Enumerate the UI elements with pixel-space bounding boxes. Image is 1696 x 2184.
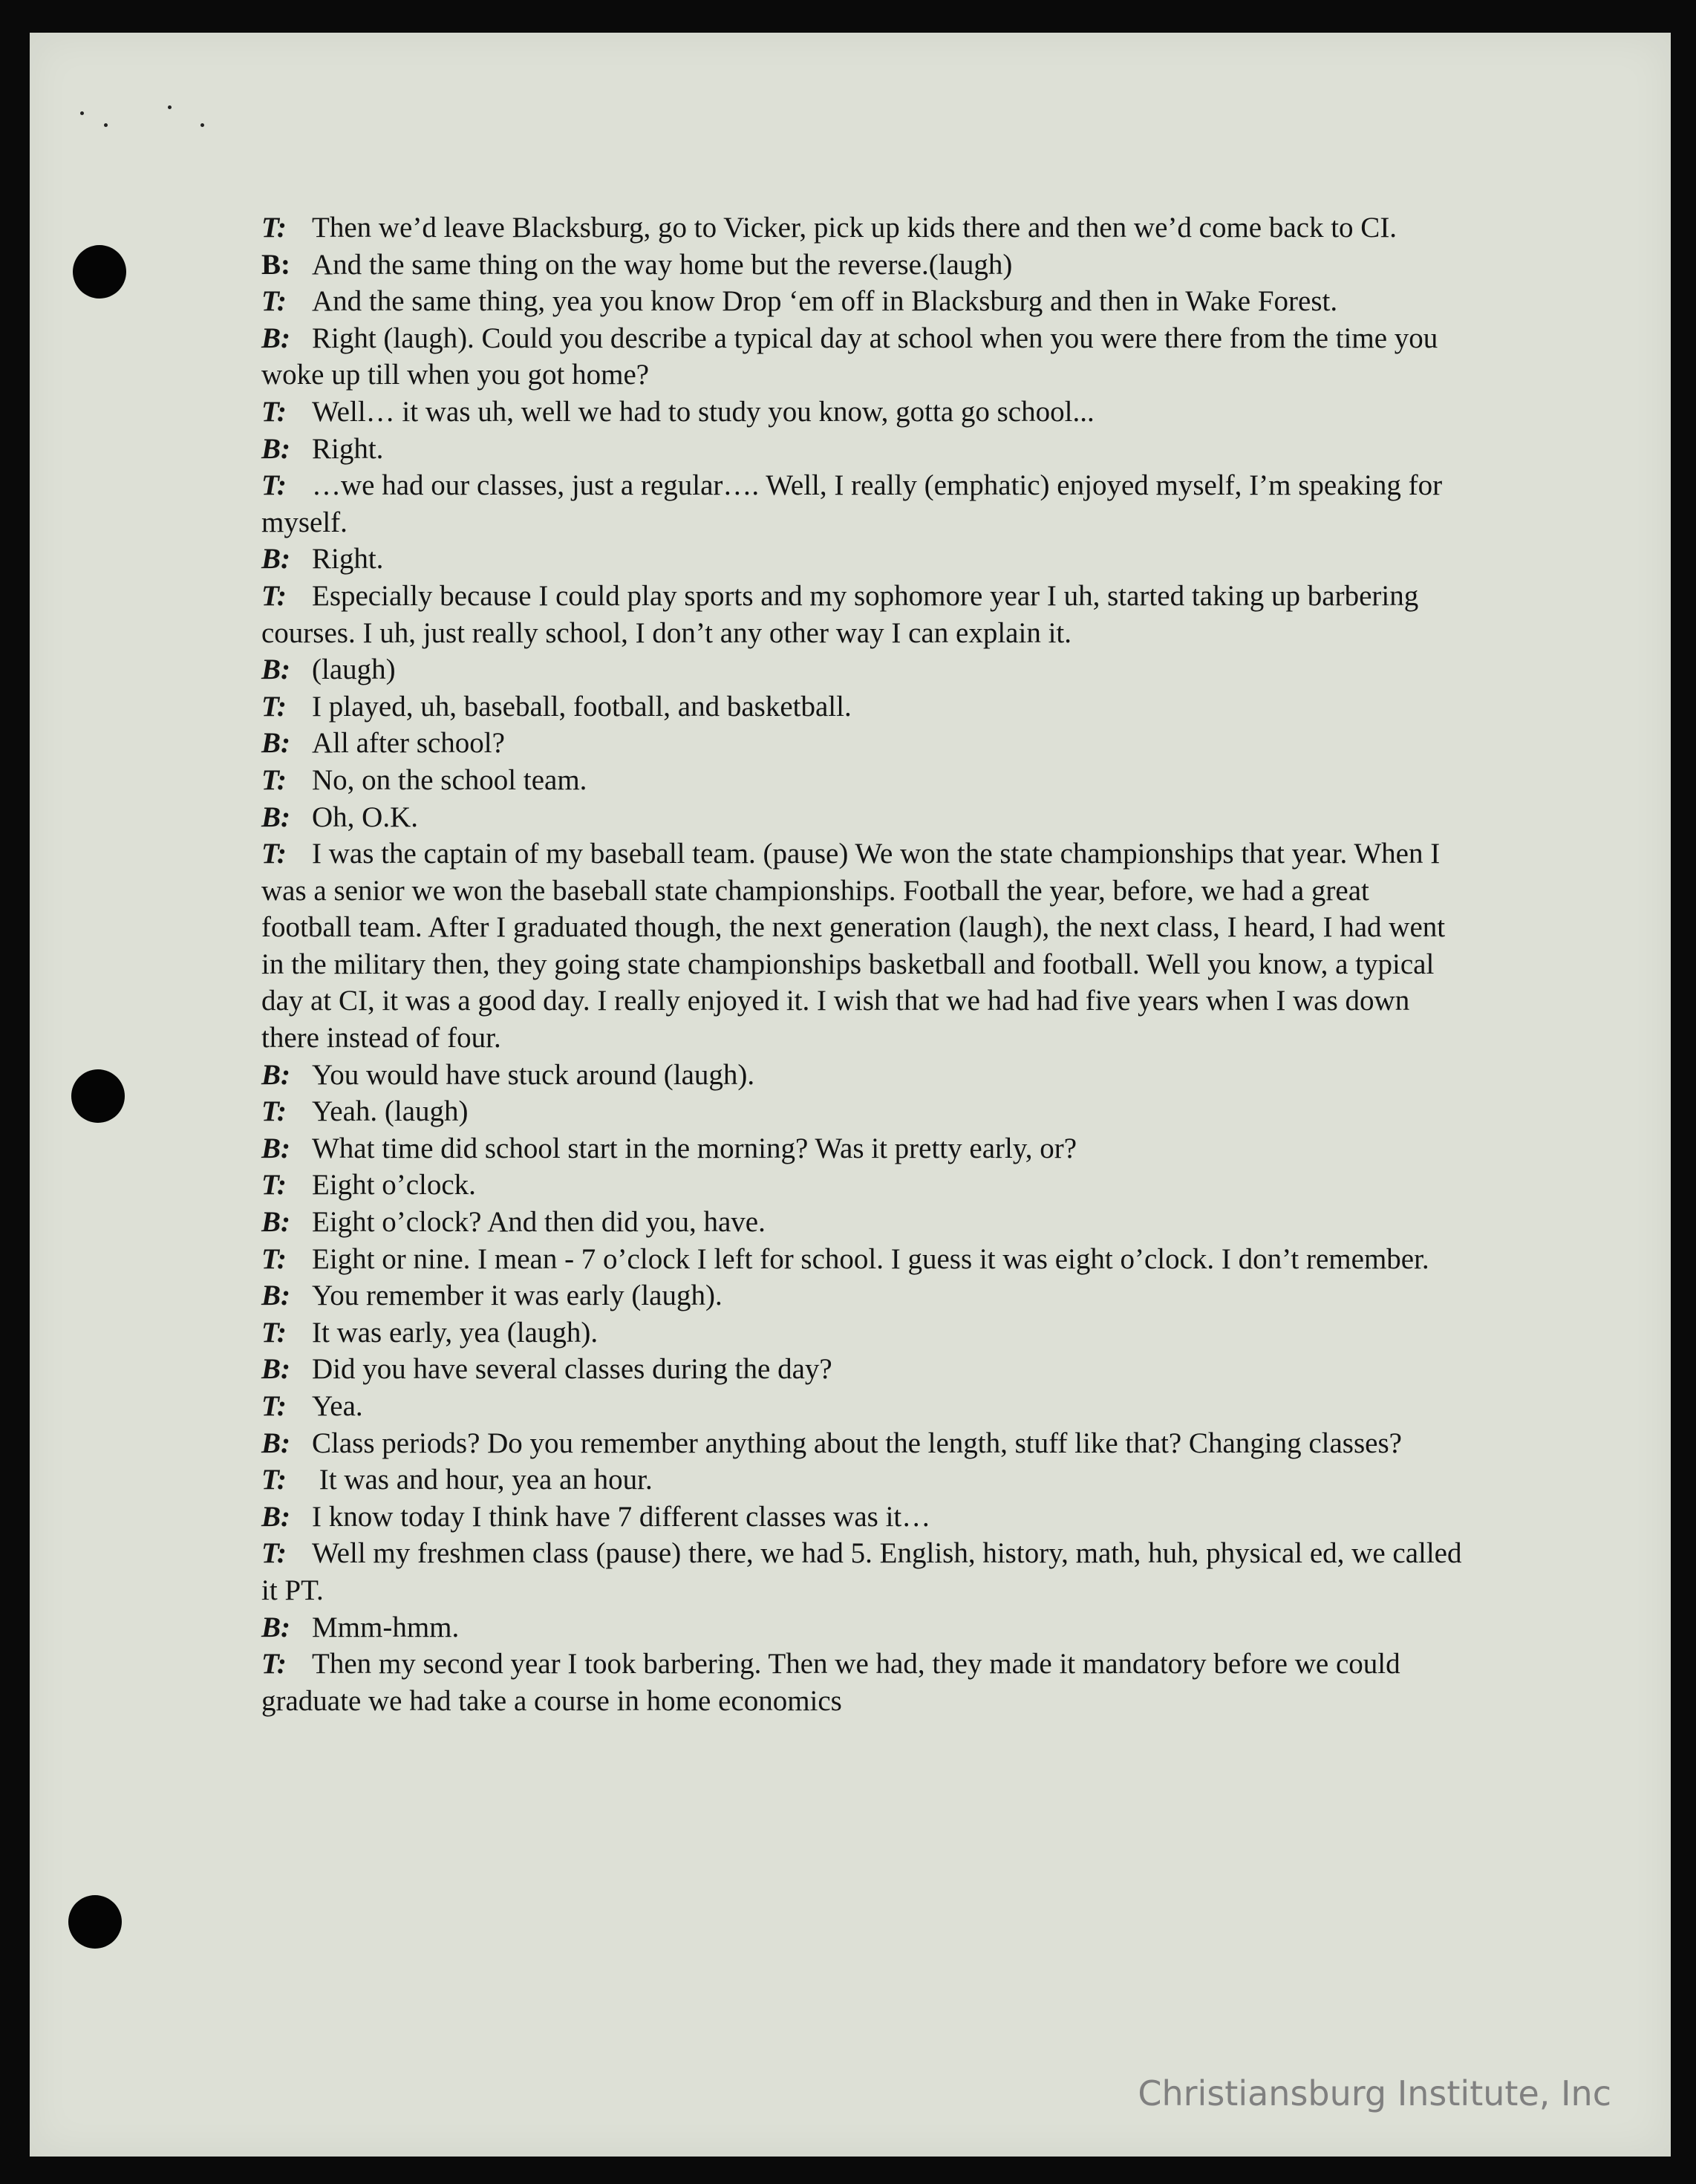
speaker-label: T: xyxy=(261,1095,287,1128)
speaker-label: T: xyxy=(261,1464,287,1496)
line-text: Oh, O.K. xyxy=(312,801,418,833)
line-text: Then my second year I took barbering. Then we had, they made it mandatory before we could graduate we had take a course in home economics xyxy=(261,1648,1400,1717)
line-text: What time did school start in the morning? Was it pretty early, or? xyxy=(312,1132,1077,1164)
transcript-line xyxy=(261,835,1464,1057)
transcript-line xyxy=(261,320,1464,394)
line-text: Especially because I could play sports and my sophomore year I uh, started taking up barbering courses. I uh, just really school, I don’t any other way I can explain it. xyxy=(261,579,1419,649)
line-text: I was the captain of my baseball team. (pause) We won the state championships that year. When I was a senior we won the baseball state championships. Football the year, before, we had a great football team. After I graduated though, the next generation (laugh), the next class, I heard, I had went in the military then, they going state championships basketball and football. Well you know, a typical day at CI, it was a good day. I really enjoyed it. I wish that we had had five years when I was down there instead of four. xyxy=(261,838,1446,1054)
transcript-line xyxy=(261,1167,1464,1204)
line-text: I played, uh, baseball, football, and basketball. xyxy=(312,690,852,723)
transcript-line xyxy=(261,1425,1464,1462)
transcript-line xyxy=(261,1277,1464,1314)
line-text: And the same thing, yea you know Drop ‘em off in Blacksburg and then in Wake Forest. xyxy=(312,285,1338,318)
paper-speck xyxy=(80,111,84,115)
transcript-line xyxy=(261,688,1464,726)
speaker-label: T: xyxy=(261,212,287,244)
speaker-label: T: xyxy=(261,1316,287,1349)
line-text: All after school? xyxy=(312,727,505,760)
watermark: Christiansburg Institute, Inc xyxy=(1138,2073,1611,2113)
speaker-label: T: xyxy=(261,285,287,318)
line-text: Eight o’clock. xyxy=(312,1169,476,1202)
line-text: And the same thing on the way home but the reverse.(laugh) xyxy=(312,248,1013,281)
speaker-label: B: xyxy=(261,1611,290,1643)
line-text: No, on the school team. xyxy=(312,763,587,796)
line-text: It was early, yea (laugh). xyxy=(312,1316,599,1349)
speaker-label: T: xyxy=(261,838,287,870)
line-text: You remember it was early (laugh). xyxy=(312,1280,723,1312)
speaker-label: T: xyxy=(261,1537,287,1570)
line-text: Eight or nine. I mean - 7 o’clock I left for school. I guess it was eight o’clock. I don’t remember. xyxy=(312,1242,1429,1275)
transcript-line xyxy=(261,247,1464,284)
speaker-label: B: xyxy=(261,801,290,833)
line-text: Well… it was uh, well we had to study you know, gotta go school... xyxy=(312,395,1095,428)
paper-speck xyxy=(168,105,172,109)
transcript-line xyxy=(261,467,1464,541)
transcript-line xyxy=(261,283,1464,320)
speaker-label: T: xyxy=(261,763,287,796)
speaker-label: B: xyxy=(261,1280,290,1312)
transcript-line xyxy=(261,431,1464,468)
line-text: (laugh) xyxy=(312,653,396,686)
transcript-line xyxy=(261,578,1464,651)
transcript-line xyxy=(261,725,1464,762)
transcript-line xyxy=(261,1609,1464,1646)
paper-speck xyxy=(200,123,204,127)
punch-hole xyxy=(73,245,126,299)
line-text: I know today I think have 7 different classes was it… xyxy=(312,1500,931,1533)
line-text: It was and hour, yea an hour. xyxy=(312,1464,653,1496)
speaker-label: B: xyxy=(261,1058,290,1091)
punch-hole xyxy=(68,1895,122,1949)
transcript-line xyxy=(261,651,1464,688)
transcript-line xyxy=(261,209,1464,247)
line-text: Yea. xyxy=(312,1390,363,1422)
transcript-line xyxy=(261,799,1464,836)
speaker-label: T: xyxy=(261,395,287,428)
line-text: Yeah. (laugh) xyxy=(312,1095,469,1128)
speaker-label: B: xyxy=(261,1132,290,1164)
speaker-label: B: xyxy=(261,1206,290,1239)
line-text: You would have stuck around (laugh). xyxy=(312,1058,755,1091)
transcript-line xyxy=(261,1388,1464,1425)
speaker-label: B: xyxy=(261,248,290,281)
line-text: Mmm-hmm. xyxy=(312,1611,460,1643)
line-text: Right. xyxy=(312,432,384,465)
transcript-line xyxy=(261,1130,1464,1167)
speaker-label: B: xyxy=(261,432,290,465)
speaker-label: B: xyxy=(261,543,290,576)
transcript-line xyxy=(261,1351,1464,1388)
line-text: …we had our classes, just a regular…. Well, I really (emphatic) enjoyed myself, I’m speaking for myself. xyxy=(261,469,1443,538)
speaker-label: B: xyxy=(261,727,290,760)
paper-speck xyxy=(104,123,108,127)
transcript-line xyxy=(261,1535,1464,1608)
speaker-label: B: xyxy=(261,322,290,354)
speaker-label: B: xyxy=(261,653,290,686)
transcript-line xyxy=(261,394,1464,431)
line-text: Eight o’clock? And then did you, have. xyxy=(312,1206,766,1239)
line-text: Then we’d leave Blacksburg, go to Vicker, pick up kids there and then we’d come back to CI. xyxy=(312,212,1397,244)
transcript-line xyxy=(261,541,1464,578)
line-text: Did you have several classes during the day? xyxy=(312,1353,832,1386)
transcript-line xyxy=(261,1241,1464,1278)
line-text: Right. xyxy=(312,543,384,576)
speaker-label: B: xyxy=(261,1427,290,1459)
speaker-label: B: xyxy=(261,1500,290,1533)
speaker-label: T: xyxy=(261,1648,287,1681)
line-text: Well my freshmen class (pause) there, we had 5. English, history, math, huh, physical ed, we called it PT. xyxy=(261,1537,1462,1606)
speaker-label: T: xyxy=(261,1390,287,1422)
transcript-line xyxy=(261,762,1464,799)
speaker-label: T: xyxy=(261,579,287,612)
line-text: Right (laugh). Could you describe a typical day at school when you were there from the time you woke up till when you got home? xyxy=(261,322,1438,391)
punch-hole xyxy=(71,1069,125,1123)
speaker-label: T: xyxy=(261,690,287,723)
speaker-label: T: xyxy=(261,1242,287,1275)
transcript-line xyxy=(261,1093,1464,1130)
speaker-label: T: xyxy=(261,1169,287,1202)
interview-transcript xyxy=(261,209,1464,1719)
speaker-label: T: xyxy=(261,469,287,502)
transcript-line xyxy=(261,1057,1464,1094)
transcript-line xyxy=(261,1646,1464,1719)
transcript-line xyxy=(261,1461,1464,1499)
line-text: Class periods? Do you remember anything about the length, stuff like that? Changing classes? xyxy=(312,1427,1402,1459)
paper-page xyxy=(30,33,1671,2157)
transcript-line xyxy=(261,1314,1464,1352)
transcript-line xyxy=(261,1204,1464,1241)
speaker-label: B: xyxy=(261,1353,290,1386)
transcript-line xyxy=(261,1499,1464,1536)
